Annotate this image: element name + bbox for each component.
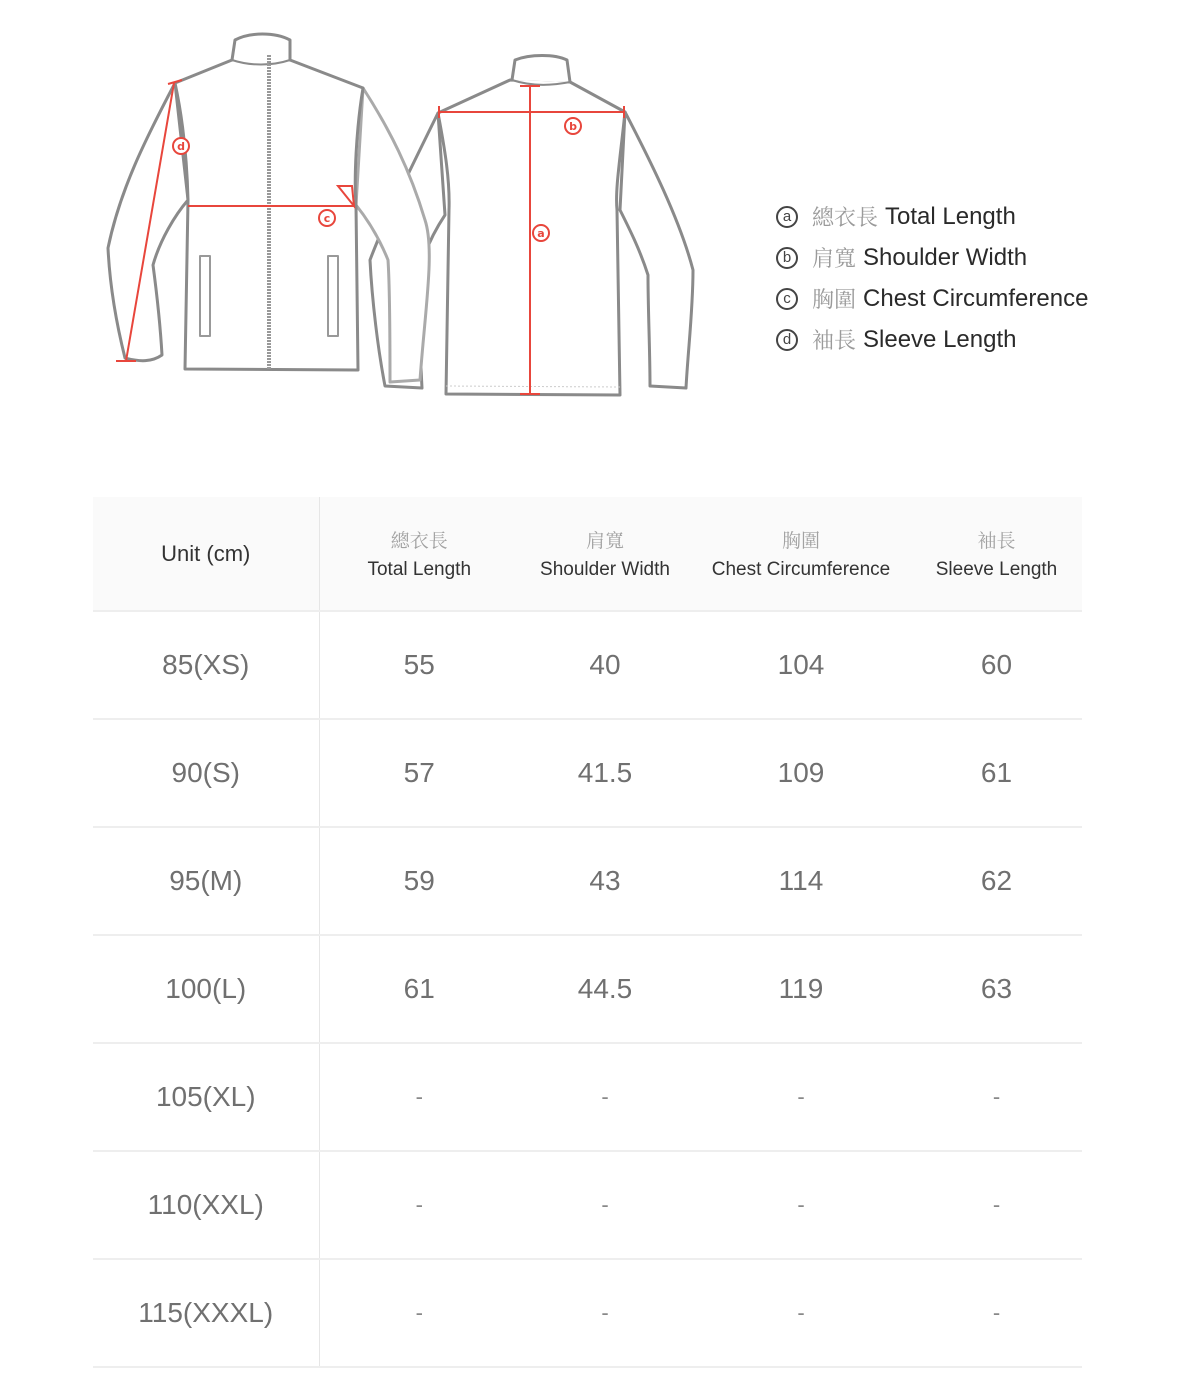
legend-cn-label: 肩寬 — [812, 247, 857, 272]
table-row — [93, 1043, 1082, 1151]
size-chart-table — [93, 497, 1082, 1368]
legend-en-label: Shoulder Width — [863, 243, 1028, 271]
marker-d-icon — [173, 138, 189, 154]
size-label: 85(XS) — [93, 611, 319, 719]
table-header-row — [93, 497, 1082, 611]
legend-item-total-length — [776, 196, 1088, 237]
total-length-cell: 59 — [403, 865, 435, 896]
circled-c-icon: c — [776, 288, 798, 310]
total-length-cell: - — [415, 1300, 423, 1325]
column-header-cn: 肩寬 — [585, 530, 624, 552]
column-header-shoulder-width — [519, 497, 691, 611]
marker-c-icon — [319, 210, 335, 226]
sleeve-length-cell: 63 — [980, 973, 1013, 1004]
jacket-measurement-diagram — [90, 20, 710, 410]
shoulder-width-cell: 44.5 — [577, 973, 633, 1004]
column-header-en: Sleeve Length — [935, 559, 1058, 580]
chest-circumference-cell: - — [797, 1084, 805, 1109]
total-length-cell: - — [415, 1084, 423, 1109]
table-row — [93, 719, 1082, 827]
table-row — [93, 1151, 1082, 1259]
size-label: 100(L) — [93, 935, 319, 1043]
chest-circumference-cell: 109 — [777, 757, 825, 788]
legend-cn-label: 總衣長 — [812, 206, 879, 231]
column-header-chest-circumference — [691, 497, 911, 611]
total-length-cell: 55 — [403, 649, 435, 680]
table-row — [93, 827, 1082, 935]
size-label: 90(S) — [93, 719, 319, 827]
chest-circumference-cell: 119 — [778, 973, 824, 1004]
shoulder-width-cell: 41.5 — [577, 757, 633, 788]
shoulder-width-cell: - — [601, 1084, 609, 1109]
column-header-sleeve-length — [911, 497, 1082, 611]
chest-circumference-cell: - — [797, 1192, 805, 1217]
shoulder-width-cell: 43 — [589, 865, 621, 896]
column-header-total-length — [319, 497, 519, 611]
total-length-cell: 57 — [403, 757, 435, 788]
column-header-en: Chest Circumference — [711, 559, 891, 580]
column-header-en: Shoulder Width — [540, 559, 670, 580]
shoulder-width-cell: 40 — [589, 649, 621, 680]
sleeve-length-cell: - — [992, 1192, 1001, 1217]
chest-circumference-cell: - — [797, 1300, 805, 1325]
circled-b-icon: b — [776, 247, 798, 269]
table-row — [93, 935, 1082, 1043]
size-label: 115(XXXL) — [93, 1259, 319, 1367]
legend-en-label: Sleeve Length — [863, 325, 1017, 353]
legend-cn-label: 胸圍 — [812, 288, 857, 313]
circled-d-icon: d — [776, 329, 798, 351]
sleeve-length-cell: - — [992, 1084, 1001, 1109]
marker-a-icon — [533, 225, 549, 241]
shoulder-width-cell: - — [601, 1300, 609, 1325]
sleeve-length-cell: - — [992, 1300, 1001, 1325]
column-header-cn: 總衣長 — [390, 530, 448, 552]
legend-item-shoulder-width — [776, 237, 1088, 278]
circled-a-icon: a — [776, 206, 798, 228]
legend-cn-label: 袖長 — [812, 329, 857, 354]
chest-circumference-cell: 104 — [777, 649, 825, 680]
table-row — [93, 1259, 1082, 1367]
column-header-en: Total Length — [367, 559, 472, 580]
svg-text:d: d — [177, 140, 185, 153]
total-length-cell: - — [415, 1192, 423, 1217]
size-label: 95(M) — [93, 827, 319, 935]
measurement-legend — [776, 196, 1088, 360]
sleeve-length-cell: 60 — [980, 649, 1013, 680]
unit-header: Unit (cm) — [93, 497, 319, 611]
column-header-cn: 胸圍 — [781, 530, 820, 552]
svg-text:c: c — [323, 212, 331, 225]
total-length-cell: 61 — [403, 973, 435, 1004]
column-header-cn: 袖長 — [977, 530, 1016, 552]
marker-b-icon — [565, 118, 581, 134]
size-label: 110(XXL) — [93, 1151, 319, 1259]
chest-circumference-cell: 114 — [778, 865, 824, 896]
legend-en-label: Total Length — [885, 202, 1016, 230]
svg-text:a: a — [537, 227, 545, 240]
legend-en-label: Chest Circumference — [863, 284, 1089, 312]
table-row — [93, 611, 1082, 719]
svg-text:b: b — [569, 120, 577, 133]
legend-item-chest-circumference — [776, 278, 1088, 319]
sleeve-length-cell: 61 — [980, 757, 1013, 788]
sleeve-length-cell: 62 — [980, 865, 1013, 896]
legend-item-sleeve-length — [776, 319, 1088, 360]
shoulder-width-cell: - — [601, 1192, 609, 1217]
size-label: 105(XL) — [93, 1043, 319, 1151]
